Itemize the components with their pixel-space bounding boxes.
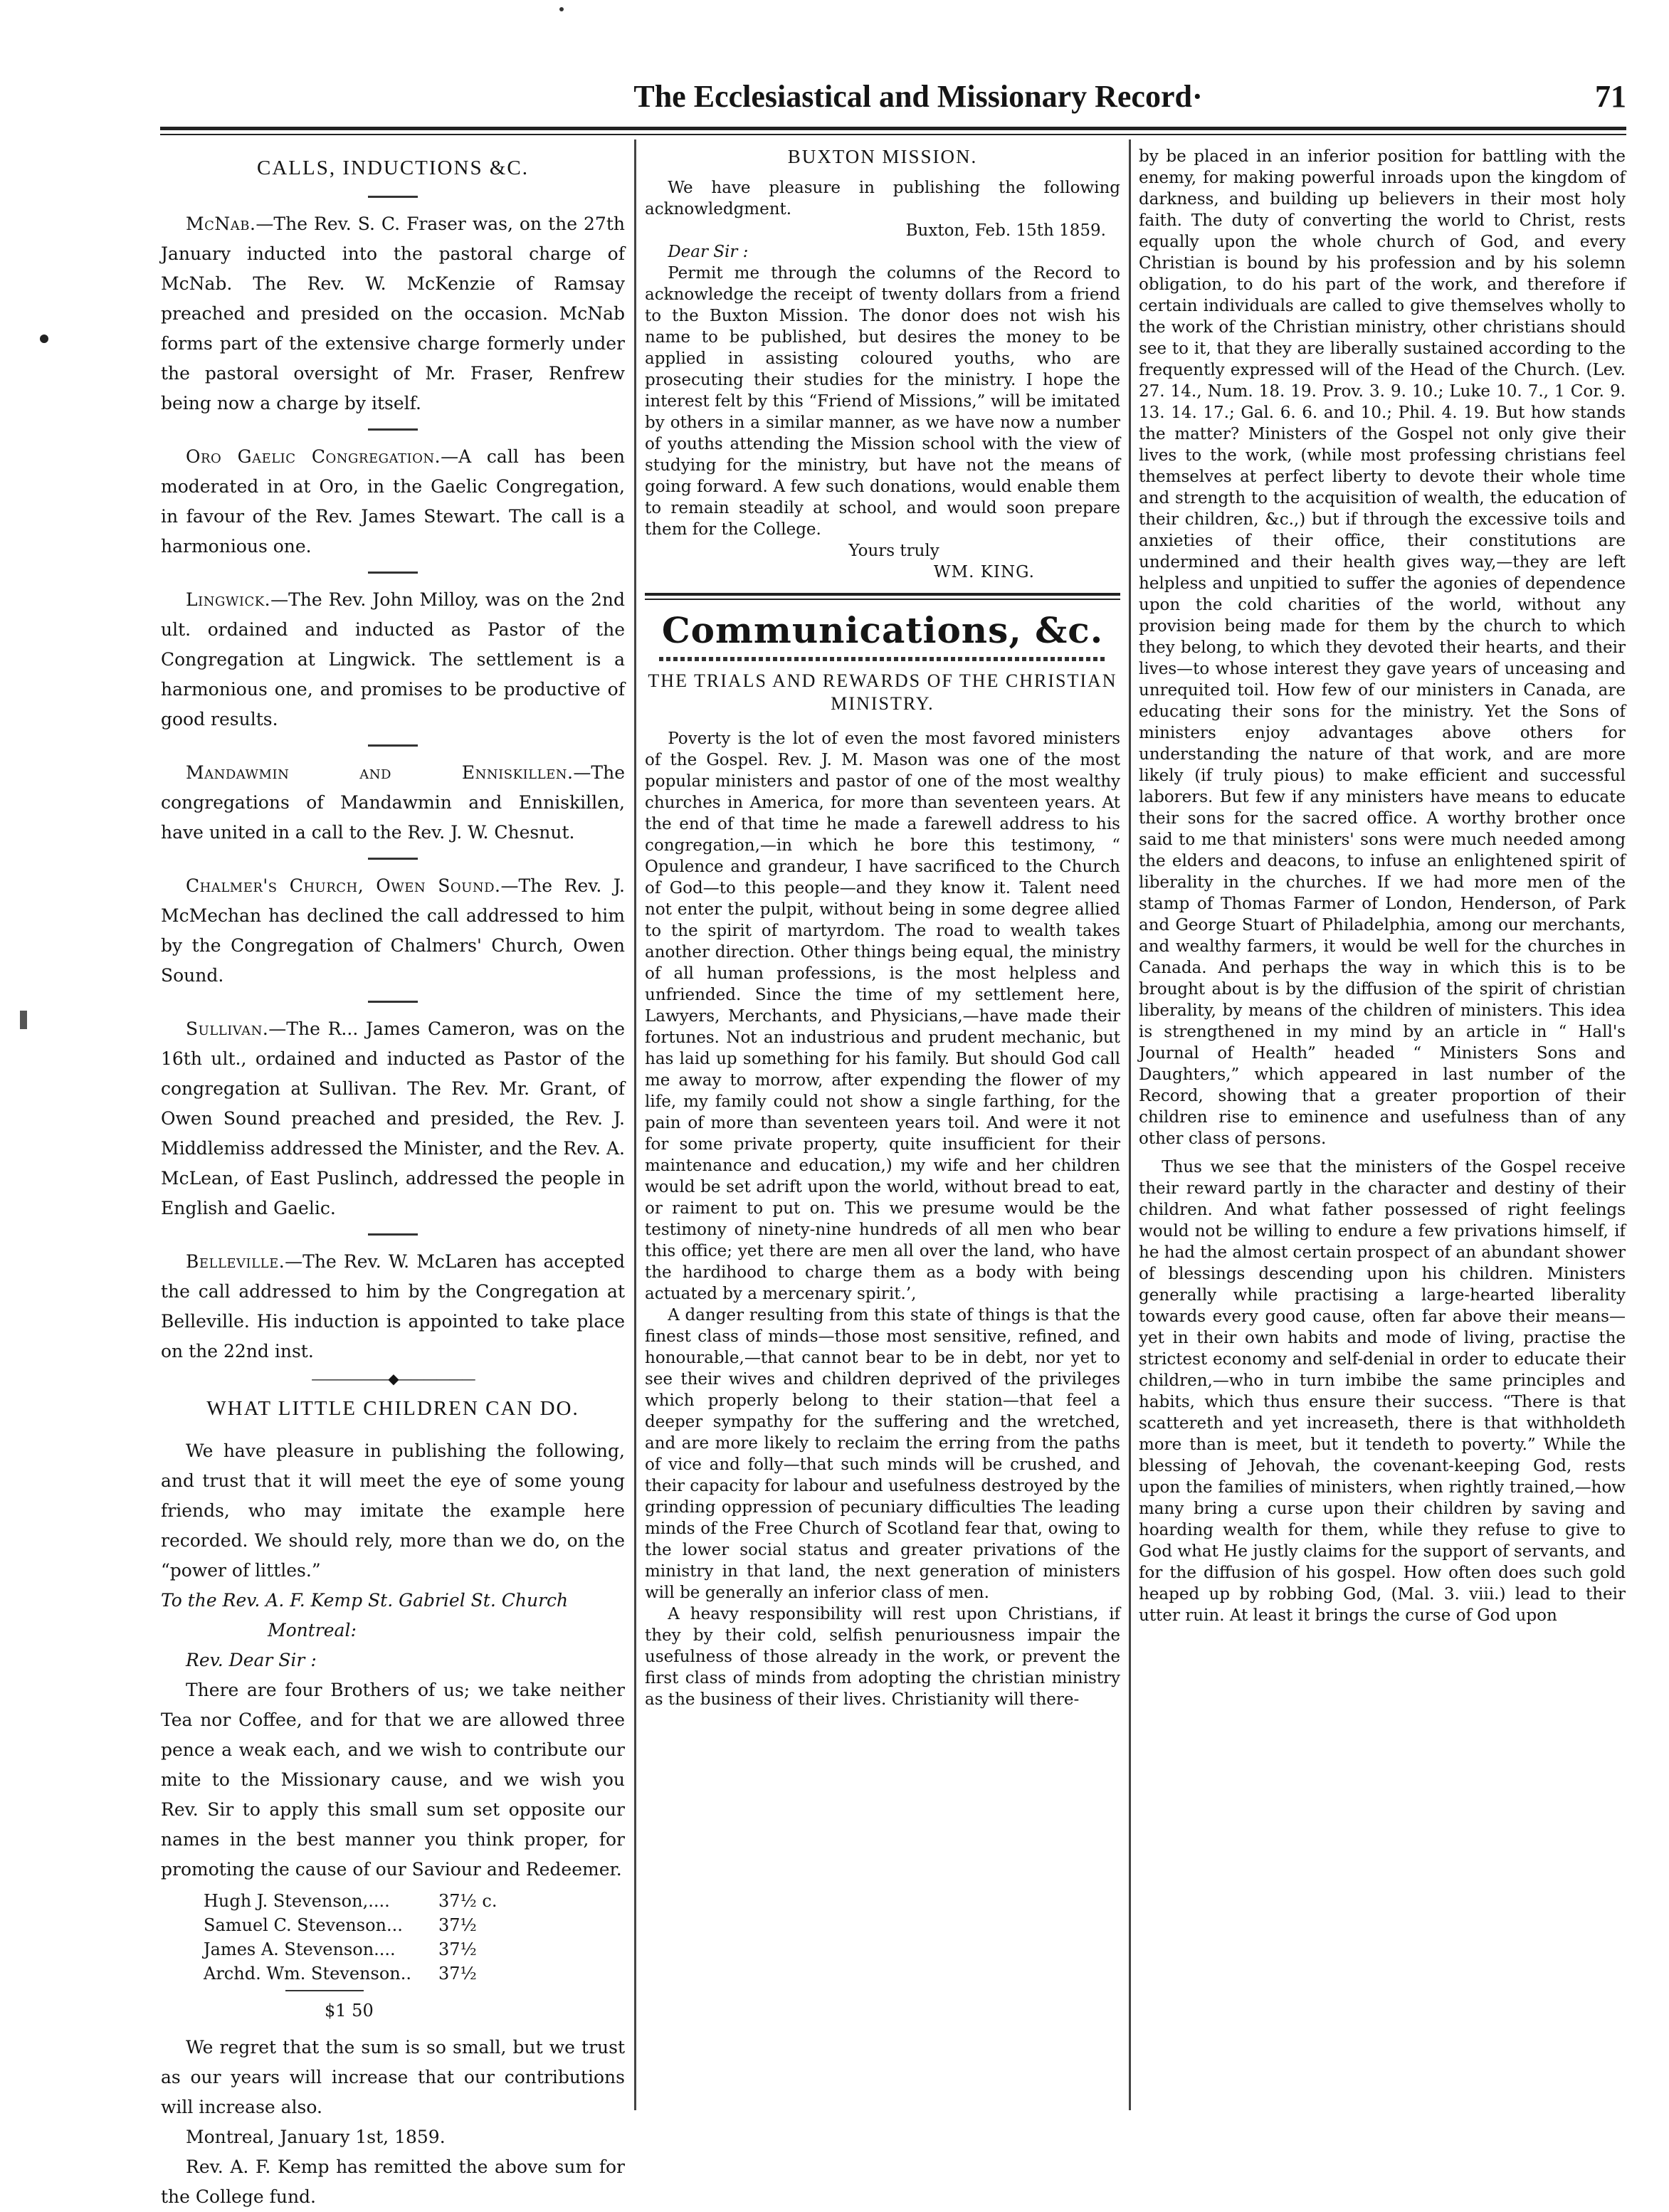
section-heading-buxton: BUXTON MISSION. <box>787 146 978 167</box>
letter-closing: Yours truly <box>848 542 939 560</box>
separator <box>368 1233 418 1236</box>
buxton-letter: Permit me through the columns of the Record to acknowledge the receipt of twenty dollars from a friend to the Buxton Mission. The donor does not wish his name to be published, but desires the money to be applied in assisting coloured youths, who are prosecuting their studies for the ministry. I hope the interest felt by this “Friend of Missions,” will be imitated by others in a similar manner, as we have now a number of youths attending the Mission school with the view of studying for the ministry, but have not the means of going forward. A few such donations, would enable them to remain steadily at school, and would soon prepare them for the College. <box>645 264 1120 539</box>
children-dateline: Montreal, January 1st, 1859. <box>186 2127 446 2147</box>
subscriber-amount: 37½ <box>438 1939 477 1959</box>
page-number: 71 <box>1595 79 1626 114</box>
subscriber-name: Archd. Wm. Stevenson.. <box>204 1964 411 1984</box>
running-header <box>160 77 1626 127</box>
section-heading-children: WHAT LITTLE CHILDREN CAN DO. <box>206 1397 579 1420</box>
entry-lead: McNab. <box>186 214 256 234</box>
article-paragraph: Thus we see that the ministers of the Gospel receive their reward partly in the character and destiny of their children. And what father possessed of right feelings would not be willing to endure a few privations himself, if he had the almost certain prospect of an abundant shower of blessings descending upon his children. Ministers generally while practising a large-hearted liberality towards every good cause, often far above their means—yet in their own habits and mode of living, practise the strictest economy and self-denial in order to educate their children,—who in turn imbibe the same principles and habits, which thus ensure their success. “There is that scattereth and yet increaseth, there is that withholdeth more than is meet, but it tendeth to poverty.” While the blessing of Jehovah, the covenant-keeping God, rests upon the families of ministers, when rightly trained,—how many bring a curse upon their children by saving and hoarding wealth for them, while they refuse to give to God what He justly claims for the support of servants, and for the diffusion of his gospel. How often does such gold heaped up by robbing God, (Mal. 3. viii.) lead to their utter ruin. At least it brings the curse of God upon <box>1139 1158 1626 1625</box>
column-divider <box>634 139 636 2110</box>
children-letter: There are four Brothers of us; we take neither Tea nor Coffee, and for that we are allowed three pence a weak each, and we wish to contribute our mite to the Missionary cause, and we wish you Rev. Sir to apply this small sum set opposite our names in the best manner you think proper, for promoting the cause of our Saviour and Redeemer. <box>161 1680 625 1880</box>
subscriber-row <box>204 1889 625 1913</box>
entry-lead: Sullivan. <box>186 1018 269 1039</box>
subscriber-row <box>204 1961 625 1986</box>
article-title: THE TRIALS AND REWARDS OF THE CHRISTIAN MINISTRY. <box>648 670 1117 714</box>
entry-text: —The Rev. J. McMechan has declined the call addressed to him by the Congregation of Chalmers' Church, Owen Sound. <box>161 875 626 986</box>
journal-title: The Ecclesiastical and Missionary Record· <box>633 79 1203 114</box>
letter-salutation: Dear Sir : <box>668 243 749 261</box>
separator <box>368 196 418 198</box>
buxton-dateline: Buxton, Feb. 15th 1859. <box>905 221 1106 240</box>
letter-signature: WM. KING. <box>933 563 1035 581</box>
entry-lead: Chalmer's Church, Owen Sound. <box>186 875 501 896</box>
subscriber-amount: 37½ <box>438 1964 477 1984</box>
news-entry <box>161 1247 625 1366</box>
banner-rule <box>645 593 1120 596</box>
subscriber-name: Samuel C. Stevenson... <box>204 1915 403 1935</box>
subscriber-amount: 37½ <box>438 1915 477 1935</box>
header-rule <box>160 134 1626 135</box>
remittance-note: Rev. A. F. Kemp has remitted the above sum for the College fund. <box>161 2156 625 2207</box>
header-rule <box>160 127 1626 130</box>
news-entry <box>161 871 625 991</box>
entry-lead: Mandawmin and Enniskillen. <box>186 762 574 783</box>
subscription-total: $1 50 <box>325 2001 374 2021</box>
total-rule <box>285 1990 364 1991</box>
entry-text: —A call has been moderated in at Oro, in the Gaelic Congregation, in favour of the Rev. James Stewart. The call is a harmonious one. <box>161 446 625 557</box>
letter-address-city: Montreal: <box>268 1620 357 1640</box>
entry-text: —The congregations of Mandawmin and Enniskillen, have united in a call to the Rev. J. W. Chesnut. <box>161 762 625 843</box>
separator <box>368 1001 418 1003</box>
entry-lead: Belleville. <box>186 1251 285 1272</box>
subscriber-amount: 37½ c. <box>438 1891 497 1911</box>
ornament-divider: ——————◆—————— <box>311 1370 475 1387</box>
stray-mark <box>559 7 564 11</box>
article-paragraph: by be placed in an inferior position for battling with the enemy, for making powerful inroads upon the kingdom of darkness, and building up believers in their most holy faith. The duty of converting the world to Christ, rests equally upon the whole church of God, and every Christian is bound by his profession and by his solemn obligation, to do his part of the work, and therefore if certain individuals are called to give themselves wholly to the work of the Christian ministry, other christians should see to it, that they are liberally sustained according to the frequently expressed will of the Head of the Church. (Lev. 27. 14., Num. 18. 19. Prov. 3. 9. 10.; Luke 10. 7., 1 Cor. 9. 13. 14. 17.; Gal. 6. 6. and 10.; Phil. 4. 19. But how stands the matter? Ministers of the Gospel not only give their lives to the work, (while most professing christians feel themselves at perfect liberty to devote their whole time and strength to the acquisition of wealth, the education of their children, &c.,) but if through the excessive toils and anxieties of their office, their constitutions are undermined and their health gives way,—they are left helpless and unpitied to suffer the agonies of dependence upon the cold charities of the world, without any provision being made for them by the church to which they belong, to which they devoted their hearts, and their lives—to whose interest they gave years of unceasing and unrequited toil. How few of our ministers in Canada, are educating their sons for the ministry. Yet the Sons of ministers enjoy advantages above others for understanding the nature of that work, and are more likely (if truly pious) to make efficient and successful laborers. But few if any ministers have means to educate their sons for the sacred office. A worthy brother once said to me that ministers' sons were much needed among the elders and deacons, to infuse an enlightened spirit of liberality in the churches. If we had more men of the stamp of Thomas Farmer of London, Henderson, of Park and George Stuart of Philadelphia, among our merchants, and wealthy farmers, it would be well for the churches in Canada. And perhaps the way in which this is to be brought about is by the diffusion of the spirit of christian liberality, by means of the children of ministers. This idea is strengthened in my mind by an article in “ Hall's Journal of Health” headed “ Ministers Sons and Daughters,” which appeared in last number of the Record, showing that a greater proportion of their children rise to eminence and usefulness than of any other class of persons. <box>1139 147 1626 1148</box>
separator <box>368 744 418 747</box>
news-entry <box>161 209 625 418</box>
news-entry <box>161 758 625 848</box>
children-intro: We have pleasure in publishing the following, and trust that it will meet the eye of some young friends, who may imitate the example here recorded. We should rely, more than we do, on the “power of littles.” <box>161 1441 625 1581</box>
letter-salutation: Rev. Dear Sir : <box>186 1650 317 1670</box>
entry-lead: Lingwick. <box>186 589 271 610</box>
communications-title: Communications, &c. <box>661 609 1104 651</box>
banner-rule <box>645 599 1120 600</box>
column-divider <box>1129 139 1131 2110</box>
news-entry <box>161 1014 625 1223</box>
news-entry <box>161 585 625 734</box>
binding-mark <box>20 1011 27 1029</box>
banner-wavy-rule <box>659 657 1106 661</box>
column-left <box>161 146 626 2207</box>
entry-lead: Oro Gaelic Congregation. <box>186 446 441 467</box>
separator <box>368 858 418 860</box>
entry-text: —The Rev. W. McLaren has accepted the call addressed to him by the Congregation at Belleville. His induction is appointed to take place on the 22nd inst. <box>161 1251 625 1362</box>
children-closing: We regret that the sum is so small, but we trust as our years will increase that our contributions will increase also. <box>161 2037 625 2117</box>
column-middle <box>645 146 1120 2103</box>
subscriber-list <box>204 1889 625 1986</box>
binding-mark <box>40 335 48 343</box>
article-paragraph: A heavy responsibility will rest upon Christians, if they by their cold, selfish penuriousness impair the usefulness of those already in the work, or prevent the first class of minds from adopting the christian ministry as the business of their lives. Christianity will there- <box>645 1605 1120 1709</box>
section-heading-calls: CALLS, INDUCTIONS &C. <box>257 157 529 179</box>
article-paragraph: Poverty is the lot of even the most favored ministers of the Gospel. Rev. J. M. Mason was one of the most popular ministers and pastor of one of the most wealthy churches in America, for more than seventeen years. At the end of that time he made a farewell address to his congregation,—in which he bore this testimony, “ Opulence and grandeur, I have sacrificed to the Church of God—to this people—and they know it. Talent need not enter the pulpit, without being in some degree allied to the spirit of martyrdom. The road to wealth takes another direction. Other things being equal, the ministry of all human professions, is the most helpless and unfriended. Since the time of my settlement here, Lawyers, Merchants, and Physicians,—have made their fortunes. Not an industrious and prudent mechanic, but has laid up something for his family. But should God call me away to morrow, after expending the flower of my life, my family could not show a single farthing, for the pain of more than seventeen years toil. And were it not for some private property, quite insufficient for their maintenance and education,) my wife and her children would be set adrift upon the world, without bread to eat, or raiment to put on. This we presume would be the testimony of ninety-nine hundreds of all men who bear this office; yet there are men all over the land, who have the hardihood to charge them as a body with being actuated by a mercenary spirit.’, <box>645 730 1120 1303</box>
subscriber-name: James A. Stevenson.... <box>204 1939 396 1959</box>
separator <box>368 572 418 574</box>
entry-text: —The R... James Cameron, was on the 16th ult., ordained and inducted as Pastor of the congregation at Sullivan. The Rev. Mr. Grant, of Owen Sound preached and presided, the Rev. J. Middlemiss addressed the Minister, and the Rev. A. McLean, of East Puslinch, addressed the people in English and Gaelic. <box>161 1018 625 1218</box>
entry-text: —The Rev. S. C. Fraser was, on the 27th January inducted into the pastoral charge of McNab. The Rev. W. McKenzie of Ramsay preached and presided on the occasion. McNab forms part of the extensive charge formerly under the pastoral oversight of Mr. Fraser, Renfrew being now a charge by itself. <box>161 214 625 414</box>
communications-banner <box>645 593 1120 661</box>
subscriber-name: Hugh J. Stevenson,.... <box>204 1891 390 1911</box>
column-right <box>1139 146 1626 2103</box>
separator <box>368 428 418 431</box>
entry-text: —The Rev. John Milloy, was on the 2nd ult. ordained and inducted as Pastor of the Congregation at Lingwick. The settlement is a harmonious one, and promises to be productive of good results. <box>161 589 625 730</box>
news-entry <box>161 442 625 562</box>
letter-address: To the Rev. A. F. Kemp St. Gabriel St. Church <box>161 1590 569 1611</box>
buxton-intro: We have pleasure in publishing the following acknowledgment. <box>645 179 1120 218</box>
article-paragraph: A danger resulting from this state of things is that the finest class of minds—those most sensitive, refined, and honourable,—that cannot bear to be in debt, nor yet to see their wives and children deprived of the privileges which properly belong to their station—that feel a deeper sympathy for the suffering and the wretched, and are more likely to reclaim the erring from the paths of vice and folly—that such minds will be crushed, and their capacity for labour and usefulness destroyed by the grinding oppression of pecuniary difficulties The leading minds of the Free Church of Scotland fear that, owing to the lower social status and greater privations of the ministry in that land, the next generation of ministers will be generally an inferior class of men. <box>645 1306 1120 1602</box>
subscriber-row <box>204 1937 625 1961</box>
subscriber-row <box>204 1913 625 1937</box>
